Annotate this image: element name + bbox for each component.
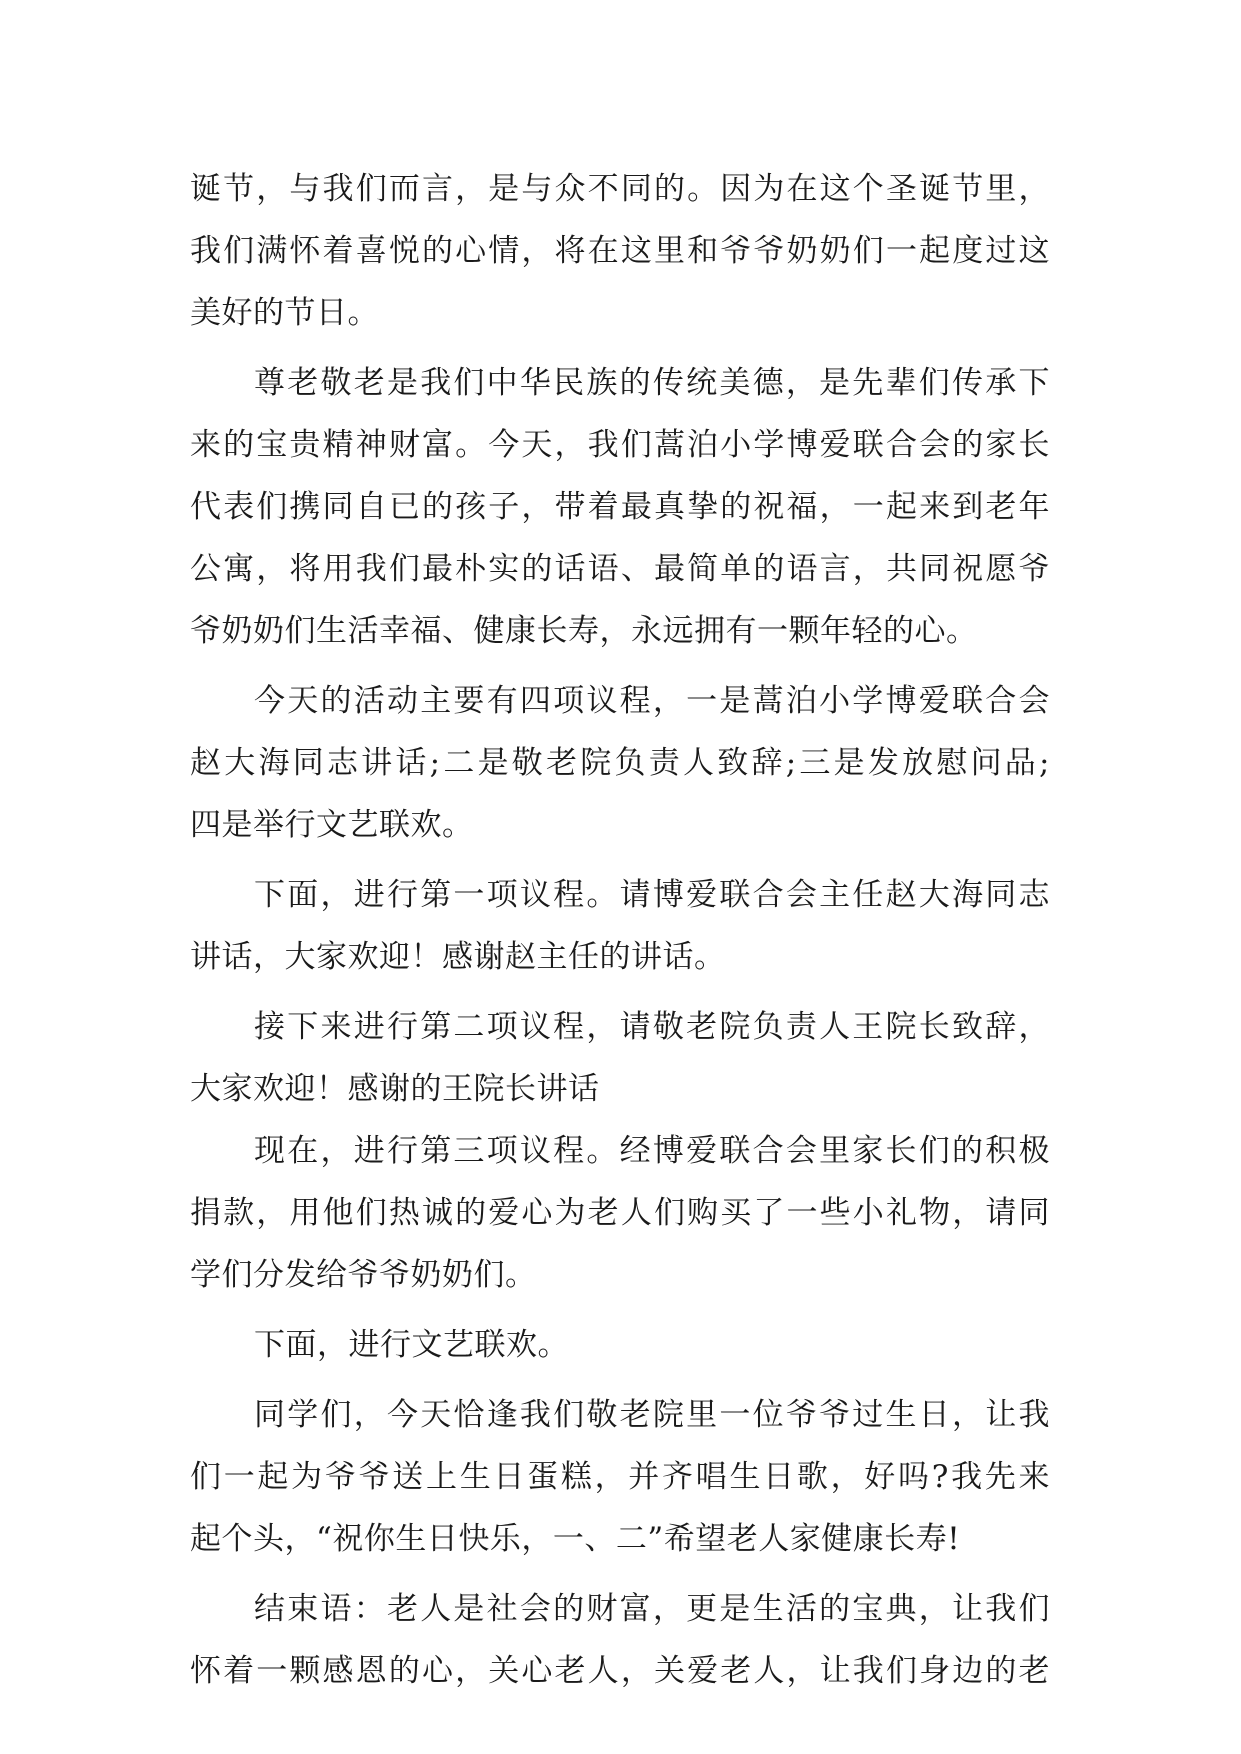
paragraph-first-line: 下面，进行第一项议程。请博爱联合会主任赵大海同志 xyxy=(254,877,1050,913)
text-line: 大家欢迎！感谢的王院长讲话 xyxy=(190,1071,600,1107)
text-line: 学们分发给爷爷奶奶们。 xyxy=(190,1257,537,1293)
paragraph-first-line: 现在，进行第三项议程。经博爱联合会里家长们的积极 xyxy=(254,1133,1050,1169)
text-line: 起个头，“祝你生日快乐，一、二”希望老人家健康长寿! xyxy=(190,1521,961,1557)
text-line: 代表们携同自已的孩子，带着最真挚的祝福，一起来到老年 xyxy=(190,489,1050,525)
document-body xyxy=(190,158,1050,1702)
text-line: 们一起为爷爷送上生日蛋糕，并齐唱生日歌，好吗?我先来 xyxy=(190,1459,1050,1495)
paragraph-first-line: 结束语：老人是社会的财富，更是生活的宝典，让我们 xyxy=(254,1591,1050,1627)
text-line: 怀着一颗感恩的心，关心老人，关爱老人，让我们身边的老 xyxy=(190,1653,1050,1689)
text-line: 公寓，将用我们最朴实的话语、最简单的语言，共同祝愿爷 xyxy=(190,551,1050,587)
paragraph-first-line: 下面，进行文艺联欢。 xyxy=(254,1327,569,1363)
paragraph-first-line: 接下来进行第二项议程，请敬老院负责人王院长致辞， xyxy=(254,1009,1050,1045)
paragraph-first-line: 尊老敬老是我们中华民族的传统美德，是先辈们传承下 xyxy=(254,365,1050,401)
text-line: 来的宝贵精神财富。今天，我们蒿泊小学博爱联合会的家长 xyxy=(190,427,1050,463)
text-line: 四是举行文艺联欢。 xyxy=(190,807,474,843)
text-line: 捐款，用他们热诚的爱心为老人们购买了一些小礼物，请同 xyxy=(190,1195,1050,1231)
text-line: 我们满怀着喜悦的心情，将在这里和爷爷奶奶们一起度过这 xyxy=(190,233,1050,269)
paragraph-first-line: 今天的活动主要有四项议程，一是蒿泊小学博爱联合会 xyxy=(254,683,1050,719)
text-line: 讲话，大家欢迎！感谢赵主任的讲话。 xyxy=(190,939,726,975)
text-line: 诞节，与我们而言，是与众不同的。因为在这个圣诞节里， xyxy=(190,171,1050,207)
text-line: 美好的节日。 xyxy=(190,295,379,331)
text-line: 爷奶奶们生活幸福、健康长寿，永远拥有一颗年轻的心。 xyxy=(190,613,978,649)
text-line: 赵大海同志讲话;二是敬老院负责人致辞;三是发放慰问品; xyxy=(190,745,1050,781)
paragraph-first-line: 同学们，今天恰逢我们敬老院里一位爷爷过生日，让我 xyxy=(254,1397,1050,1433)
